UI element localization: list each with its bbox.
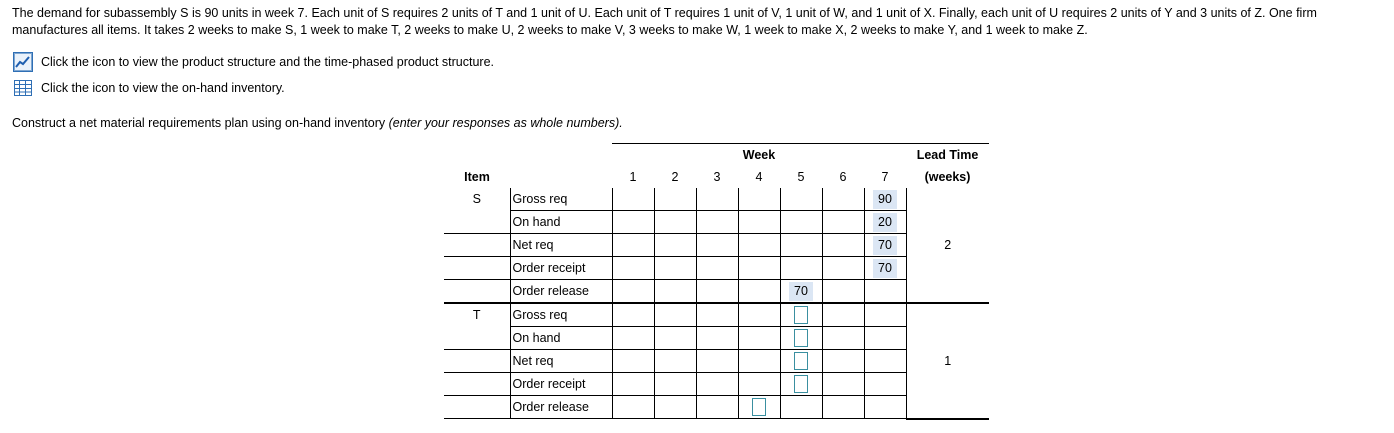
week-cell (780, 188, 822, 211)
week-cell (864, 257, 906, 280)
row-label: Net req (510, 350, 612, 373)
week-cell (780, 234, 822, 257)
chart-icon[interactable] (13, 52, 33, 72)
week-cell (822, 280, 864, 304)
week-number: 7 (881, 170, 889, 184)
inventory-text: Click the icon to view the on-hand inventory. (41, 81, 285, 95)
week-cell (738, 396, 780, 419)
instruction-main: Construct a net material requirements plan using on-hand inventory (12, 116, 389, 130)
row-label: Order receipt (510, 373, 612, 396)
week-cell (612, 211, 654, 234)
week-cell (822, 211, 864, 234)
week-cell (696, 234, 738, 257)
week-cell (780, 396, 822, 419)
week-cell (822, 303, 864, 327)
given-value: 70 (873, 259, 897, 278)
week-cell (738, 350, 780, 373)
week-number: 6 (839, 170, 847, 184)
answer-input[interactable] (794, 352, 808, 370)
item-header: Item (464, 170, 490, 184)
week-cell (696, 327, 738, 350)
week-cell (696, 257, 738, 280)
item-spacer (444, 280, 510, 304)
week-cell (612, 234, 654, 257)
week-cell (738, 234, 780, 257)
row-label: Gross req (510, 303, 612, 327)
week-cell (780, 327, 822, 350)
week-cell (822, 373, 864, 396)
week-number: 3 (713, 170, 721, 184)
instruction-note: (enter your responses as whole numbers). (388, 116, 623, 130)
week-cell (654, 280, 696, 304)
week-cell (738, 257, 780, 280)
week-cell (696, 350, 738, 373)
week-number: 4 (755, 170, 763, 184)
week-cell (780, 303, 822, 327)
item-spacer (444, 373, 510, 396)
week-cell (654, 257, 696, 280)
lead-time-unit: (weeks) (924, 170, 971, 184)
week-cell (864, 396, 906, 419)
week-cell (738, 327, 780, 350)
item-name: S (472, 192, 481, 207)
mrp-row (444, 188, 989, 211)
week-cell (696, 188, 738, 211)
lead-time-value: 2 (906, 188, 989, 303)
item-spacer (444, 257, 510, 280)
mrp-table (444, 143, 989, 420)
week-cell (654, 396, 696, 419)
week-cell (654, 373, 696, 396)
week-cell (864, 327, 906, 350)
week-cell (780, 280, 822, 304)
week-cell (696, 303, 738, 327)
week-cell (780, 373, 822, 396)
week-cell (612, 350, 654, 373)
lead-time-header: Lead Time (906, 144, 989, 167)
week-number: 2 (671, 170, 679, 184)
item-spacer (444, 234, 510, 257)
row-label: Order receipt (510, 257, 612, 280)
week-cell (864, 234, 906, 257)
row-label: Net req (510, 234, 612, 257)
row-label: On hand (510, 211, 612, 234)
week-cell (780, 211, 822, 234)
instruction (12, 116, 623, 130)
week-cell (654, 234, 696, 257)
answer-input[interactable] (752, 398, 766, 416)
week-cell (738, 211, 780, 234)
week-cell (822, 188, 864, 211)
week-number: 1 (629, 170, 637, 184)
week-cell (696, 396, 738, 419)
week-cell (738, 373, 780, 396)
week-cell (612, 280, 654, 304)
week-cell (654, 211, 696, 234)
week-cell (612, 373, 654, 396)
row-label: On hand (510, 327, 612, 350)
inventory-link[interactable] (13, 78, 285, 98)
answer-input[interactable] (794, 306, 808, 324)
week-cell (822, 327, 864, 350)
week-cell (864, 373, 906, 396)
week-cell (696, 280, 738, 304)
week-cell (654, 188, 696, 211)
week-cell (738, 280, 780, 304)
product-structure-text: Click the icon to view the product structure and the time-phased product structure. (41, 55, 495, 69)
week-header: Week (612, 144, 906, 167)
week-cell (780, 257, 822, 280)
week-cell (738, 303, 780, 327)
answer-input[interactable] (794, 329, 808, 347)
item-spacer (444, 211, 510, 234)
week-cell (864, 350, 906, 373)
week-cell (612, 303, 654, 327)
answer-input[interactable] (794, 375, 808, 393)
item-spacer (444, 396, 510, 419)
week-cell (864, 280, 906, 304)
problem-statement: The demand for subassembly S is 90 units in week 7. Each unit of S requires 2 units of T and 1 unit of U. Each unit of T requires 1 unit of V, 1 unit of W, and 1 unit of X. Finally, each unit of U requires 2 units of Y and 3 units of Z. One firm manufactures all items. It takes 2 weeks to make S, 1 week to make T, 2 weeks to make U, 2 weeks to make V, 3 weeks to make W, 1 week to make X, 2 weeks to make Y, and 1 week to make Z. (12, 6, 1317, 37)
row-label: Order release (510, 396, 612, 419)
week-cell (864, 188, 906, 211)
item-name: T (472, 308, 481, 323)
row-label: Gross req (510, 188, 612, 211)
week-cell (654, 327, 696, 350)
week-cell (864, 211, 906, 234)
row-label: Order release (510, 280, 612, 304)
week-cell (654, 303, 696, 327)
week-cell (696, 373, 738, 396)
product-structure-link[interactable] (13, 52, 494, 72)
week-cell (780, 350, 822, 373)
given-value: 90 (873, 190, 897, 209)
week-cell (738, 188, 780, 211)
mrp-row (444, 303, 989, 327)
given-value: 70 (789, 282, 813, 301)
given-value: 20 (873, 213, 897, 232)
week-cell (864, 303, 906, 327)
week-cell (822, 350, 864, 373)
table-icon[interactable] (13, 78, 33, 98)
week-cell (612, 188, 654, 211)
week-cell (654, 350, 696, 373)
week-cell (822, 257, 864, 280)
lead-time-value: 1 (906, 303, 989, 419)
week-cell (822, 234, 864, 257)
item-spacer (444, 350, 510, 373)
week-cell (822, 396, 864, 419)
given-value: 70 (873, 236, 897, 255)
week-cell (696, 211, 738, 234)
week-cell (612, 327, 654, 350)
item-spacer (444, 327, 510, 350)
week-number: 5 (797, 170, 805, 184)
week-cell (612, 257, 654, 280)
week-cell (612, 396, 654, 419)
